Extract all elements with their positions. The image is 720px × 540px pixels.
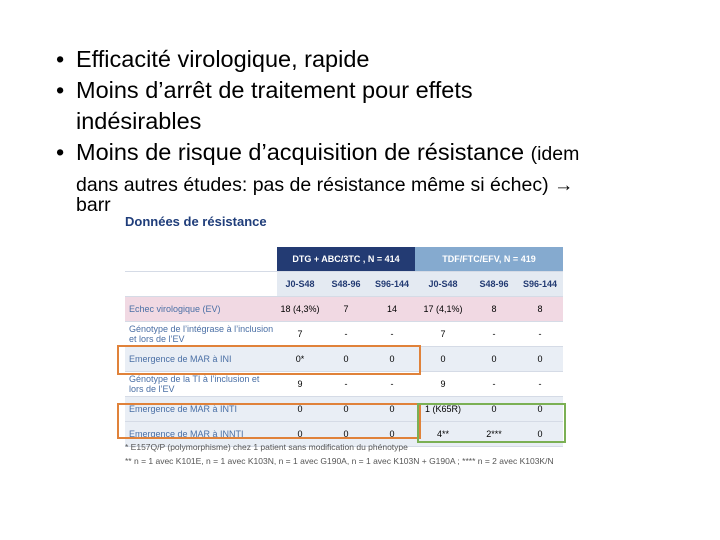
subheader: S96-144 xyxy=(517,272,563,297)
table-cell: 0* xyxy=(277,347,323,372)
table-cell: 0 xyxy=(369,397,415,422)
table-cell: - xyxy=(517,322,563,347)
table-cell: 7 xyxy=(415,322,471,347)
row-label: Emergence de MAR à INTI xyxy=(125,397,277,422)
table-cell: - xyxy=(471,322,517,347)
footnote-1: * E157Q/P (polymorphisme) chez 1 patient sans modification du phénotype xyxy=(125,442,408,452)
table-cell: 8 xyxy=(471,297,517,322)
bullet-resistance xyxy=(56,137,696,170)
table-cell: 0 xyxy=(323,397,369,422)
group-header-efv: TDF/FTC/EFV, N = 419 xyxy=(415,247,563,272)
bullet-efficacite: • Efficacité virologique, rapide xyxy=(56,44,696,75)
table-cell: 9 xyxy=(415,372,471,397)
table-cell: 0 xyxy=(517,347,563,372)
bullet-resistance-line2: dans autres études: pas de résistance même si échec) → xyxy=(76,174,574,196)
table-cell: 0 xyxy=(369,347,415,372)
group-header-dtg: DTG + ABC/3TC , N = 414 xyxy=(277,247,415,272)
table-row xyxy=(125,372,563,397)
bullet-arret-traitement xyxy=(56,75,696,137)
table-cell: 0 xyxy=(517,422,563,447)
table-cell: 18 (4,3%) xyxy=(277,297,323,322)
row-label: Echec virologique (EV) xyxy=(125,297,277,322)
bullet-resistance-fragment: barr xyxy=(76,194,111,216)
table-cell: 0 xyxy=(471,347,517,372)
table-cell: 14 xyxy=(369,297,415,322)
table-row xyxy=(125,297,563,322)
row-label: Emergence de MAR à INI xyxy=(125,347,277,372)
table-cell: 0 xyxy=(323,347,369,372)
row-label: Génotype de la TI à l’inclusion et lors de l’EV xyxy=(125,372,277,397)
table-cell: 7 xyxy=(277,322,323,347)
green-highlight-box xyxy=(417,403,566,443)
subheader: S48-96 xyxy=(323,272,369,297)
table-cell: 0 xyxy=(369,422,415,447)
table-cell: 8 xyxy=(517,297,563,322)
bullet-arret-line1: Moins d’arrêt de traitement pour effets xyxy=(76,77,473,103)
table-cell: 1 (K65R) xyxy=(415,397,471,422)
table-cell: 0 xyxy=(415,347,471,372)
bullet-resistance-paren: (idem xyxy=(530,143,580,165)
table-title: Données de résistance xyxy=(125,214,267,229)
table-cell: 0 xyxy=(277,397,323,422)
table-cell: 9 xyxy=(277,372,323,397)
table-cell: 0 xyxy=(277,422,323,447)
table-cell: 0 xyxy=(517,397,563,422)
subheader: S48-96 xyxy=(471,272,517,297)
orange-highlight-box-ini xyxy=(117,345,421,375)
table-cell: - xyxy=(369,372,415,397)
subheader: J0-S48 xyxy=(277,272,323,297)
subheader: J0-S48 xyxy=(415,272,471,297)
row-label: Emergence de MAR à INNTI xyxy=(125,422,277,447)
table-cell: - xyxy=(471,372,517,397)
row-label: Génotype de l’intégrase à l’inclusion et lors de l’EV xyxy=(125,322,277,347)
table-cell: 0 xyxy=(323,422,369,447)
footnote-2: ** n = 1 avec K101E, n = 1 avec K103N, n = 1 avec G190A, n = 1 avec K103N + G190A ; **** n = 2 avec K103K/N xyxy=(125,456,554,466)
table-cell: - xyxy=(517,372,563,397)
bullet-arret-line2: indésirables xyxy=(76,108,202,134)
table-row xyxy=(125,322,563,347)
table-cell: 17 (4,1%) xyxy=(415,297,471,322)
table-cell: - xyxy=(369,322,415,347)
table-cell: - xyxy=(323,322,369,347)
table-cell: 0 xyxy=(471,397,517,422)
table-cell: - xyxy=(323,372,369,397)
table-cell: 2*** xyxy=(471,422,517,447)
table-cell: 7 xyxy=(323,297,369,322)
table-cell: 4** xyxy=(415,422,471,447)
orange-highlight-box-inti xyxy=(117,403,421,439)
subheader: S96-144 xyxy=(369,272,415,297)
bullet-resistance-main: Moins de risque d’acquisition de résistance xyxy=(76,139,525,165)
bullet-list xyxy=(56,44,696,224)
